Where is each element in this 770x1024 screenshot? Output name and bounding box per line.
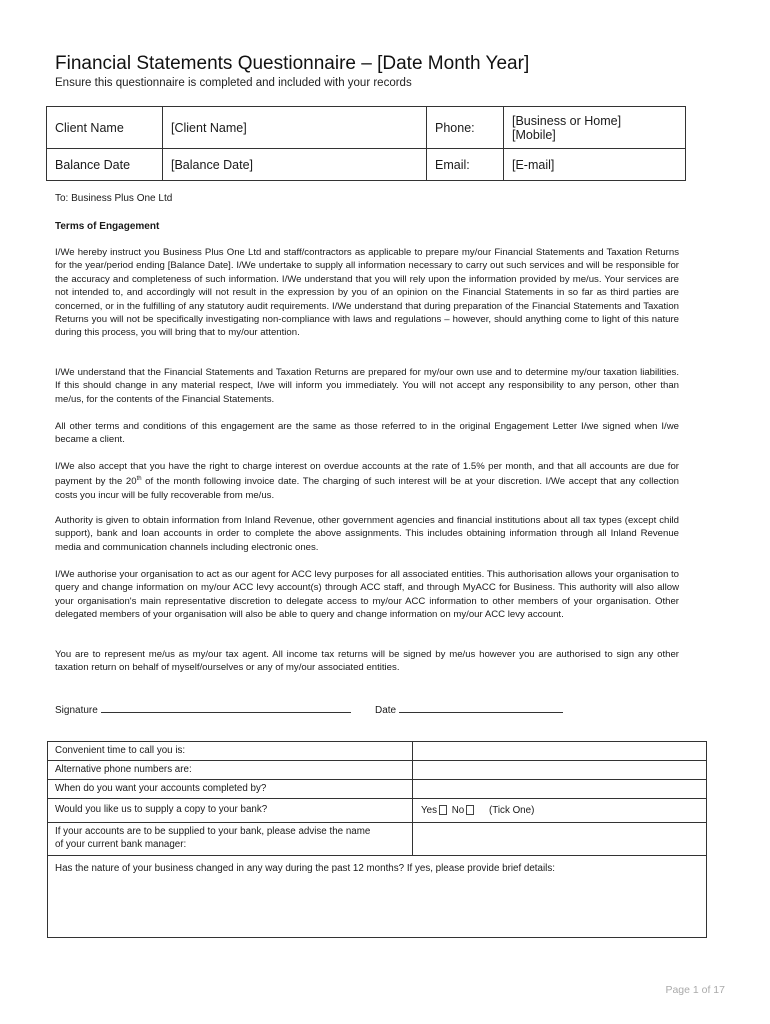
signature-row xyxy=(55,702,351,716)
no-checkbox[interactable] xyxy=(466,805,474,815)
no-option-label: No xyxy=(451,805,465,816)
question-alt-phone: Alternative phone numbers are: xyxy=(48,761,413,780)
page-subtitle: Ensure this questionnaire is completed and included with your records xyxy=(55,77,412,89)
date-row xyxy=(375,702,563,716)
client-name-label: Client Name xyxy=(47,107,163,149)
answer-bank-manager[interactable] xyxy=(413,823,707,856)
question-bank-copy: Would you like us to supply a copy to your bank? xyxy=(48,799,413,823)
answer-alt-phone[interactable] xyxy=(413,761,707,780)
client-name-field[interactable]: [Client Name] xyxy=(163,107,427,149)
question-bank-manager-line1: If your accounts are to be supplied to your bank, please advise the name xyxy=(55,826,371,837)
date-field[interactable] xyxy=(399,702,563,713)
question-bank-manager-line2: of your current bank manager: xyxy=(55,839,187,850)
tick-one-hint: (Tick One) xyxy=(488,805,535,816)
page-number: Page 1 of 17 xyxy=(665,984,725,996)
question-call-time: Convenient time to call you is: xyxy=(48,742,413,761)
yes-checkbox[interactable] xyxy=(439,805,447,815)
paragraph-authority: Authority is given to obtain information from Inland Revenue, other government agencies and financial institutions about all tax types (except child support), bank and loan accounts in order to complete the above assignments. This includes obtaining information through all Inland Revenue media and communication channels including electronic ones. xyxy=(55,515,679,553)
question-completion-date: When do you want your accounts completed by? xyxy=(48,780,413,799)
paragraph-interest xyxy=(55,460,679,502)
yes-option-label: Yes xyxy=(421,805,437,816)
date-label: Date xyxy=(375,705,397,716)
paragraph-purpose: I/We understand that the Financial Statements and Taxation Returns are prepared for my/our own use and to determine my/our taxation liabilities. If this should change in any material respect, I/we will inform you immediately. You will not accept any responsibility to any person, other than me/us, for the contents of the Financial Statements. xyxy=(55,367,679,405)
paragraph-acc-levy: I/We authorise your organisation to act as our agent for ACC levy purposes for all associated entities. This authorisation allows your organisation to query and change information on my/our ACC levy account(s) through ACC staff, and through MyACC for Business. This authority will also allow your organisation's main representative discretion to delegate access to my/our ACC information to other members of your organisation. Other delegated members of your organisation will also be able to query and change information on my/our ACC levy account. xyxy=(55,569,679,621)
page-title: Financial Statements Questionnaire – [Date Month Year] xyxy=(55,53,530,74)
question-business-change-text: Has the nature of your business changed in any way during the past 12 months? If yes, please provide brief details: xyxy=(55,863,555,874)
addressee-line: To: Business Plus One Ltd xyxy=(55,193,173,204)
paragraph-tax-agent: You are to represent me/us as my/our tax agent. All income tax returns will be signed by me/us however you are authorised to sign any other taxation return on behalf of myself/ourselves or any of my/our associated entities. xyxy=(55,649,679,674)
phone-label: Phone: xyxy=(427,107,504,149)
phone-value-line1: [Business or Home] xyxy=(512,113,622,128)
paragraph-instruction: I/We hereby instruct you Business Plus One Ltd and staff/contractors as applicable to prepare my/our Financial Statements and Taxation Returns for the year/period ending [Balance Date]. I/We undertake to supply all information necessary to carry out such services and will be responsible for the accuracy and completeness of such information. I/We understand that you will rely upon the information provided by me/us. Your services are not intended to, and accordingly will not result in the expression by you of an opinion on the Financial Statements in so far as third parties are concerned, or in the fulfilling of any statutory audit requirements. I/We understand that during preparation of the Financial Statements and Taxation Returns you will not be specifically investigating non-compliance with laws and regulations – however, should anything come to light of this nature during this process, you will bring that to my/our attention. xyxy=(55,247,679,339)
balance-date-label: Balance Date xyxy=(47,149,163,181)
phone-field[interactable] xyxy=(504,107,686,149)
answer-completion-date[interactable] xyxy=(413,780,707,799)
client-details-table xyxy=(46,106,686,181)
superscript-th: th xyxy=(136,476,142,483)
answer-bank-copy xyxy=(413,799,707,823)
email-label: Email: xyxy=(427,149,504,181)
terms-heading: Terms of Engagement xyxy=(55,221,160,232)
balance-date-field[interactable]: [Balance Date] xyxy=(163,149,427,181)
signature-field[interactable] xyxy=(101,702,351,713)
signature-label: Signature xyxy=(55,705,98,716)
question-business-change[interactable] xyxy=(48,856,707,938)
paragraph-interest-part2: of the month following invoice date. The charging of such interest will be at your discretion. I/We accept that any collection costs you incur will be fully recoverable from me/us. xyxy=(55,476,679,501)
paragraph-other-terms: All other terms and conditions of this engagement are the same as those referred to in the original Engagement Letter I/we signed when I/we became a client. xyxy=(55,421,679,446)
phone-value-line2: [Mobile] xyxy=(512,127,556,142)
email-field[interactable]: [E-mail] xyxy=(504,149,686,181)
answer-call-time[interactable] xyxy=(413,742,707,761)
questions-table xyxy=(47,741,707,938)
paragraph-interest-part1: I/We also accept that you have the right to charge interest on overdue accounts at the rate of 1.5% per month, and that all accounts are due for payment by the 20 xyxy=(55,461,679,488)
question-bank-manager xyxy=(48,823,413,856)
